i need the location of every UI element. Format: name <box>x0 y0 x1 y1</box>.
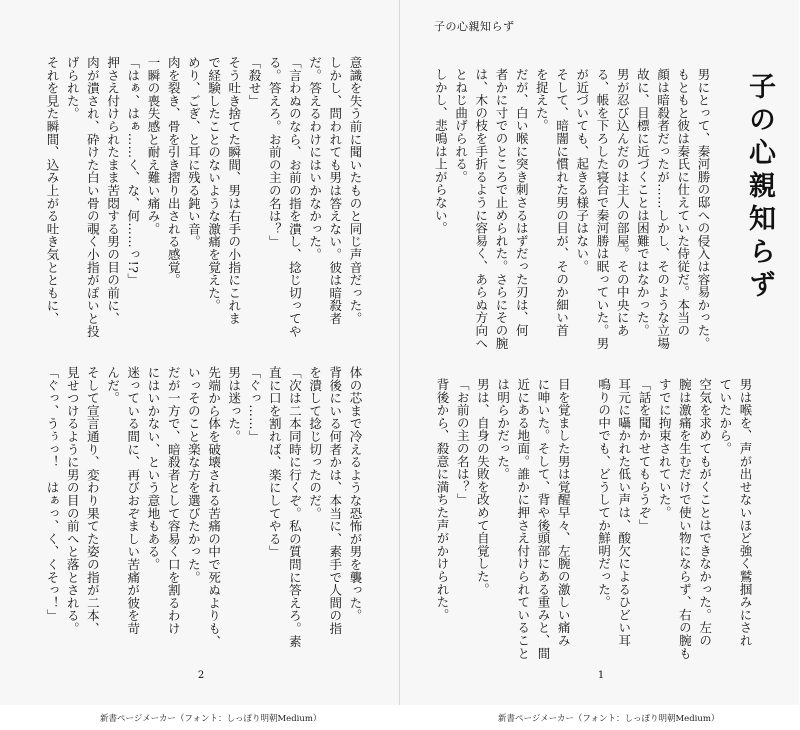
text-column: 男は喉を、声が出せないほど強く鷲掴みにされ <box>738 378 753 647</box>
text-column: は明らかだった。 <box>495 378 511 481</box>
right-page <box>400 0 799 705</box>
text-column: げられた。 <box>65 56 81 120</box>
running-header: 子の心親知らず <box>434 20 515 33</box>
text-column: 男にとって、秦河勝の邸への侵入は容易かった。 <box>696 68 711 350</box>
text-column: 鳴りの中でも、どうしてか鮮明だった。 <box>596 378 612 609</box>
text-column: 肉を裂き、骨を引き摺り出される感覚。 <box>166 56 182 287</box>
text-column: 背後から、殺意に満ちた声がかけられた。 <box>435 378 450 622</box>
text-column: にはいかない、という意地もある。 <box>146 366 161 571</box>
footer-caption-right: 新書ページメーカー（フォント：しっぽり明朝Medium） <box>498 714 720 724</box>
text-column: 迷っている間に、再びおぞましい苦痛が彼を苛 <box>125 366 141 635</box>
text-column: で経験したことのないような激痛を覚えた。 <box>206 56 222 312</box>
text-column: 顔は暗殺者だったが……しかし、そのような立場 <box>655 68 671 350</box>
text-column: 近にある地面。誰かに押さえ付けられていること <box>515 378 531 660</box>
text-column: 「次は二本同時に行くぞ。私の質問に答えろ。素 <box>287 366 303 648</box>
text-column: すでに拘束されていた。 <box>657 378 673 519</box>
text-column: もともと彼は秦氏に仕えていた侍従だ。本当の <box>675 68 691 337</box>
text-column: る。答えろ。お前の主の名は？」 <box>267 56 283 248</box>
text-column: 「はぁ、はぁ……く、な、何……っ!?」 <box>125 56 141 286</box>
text-column: が近づいても、起きる様子はない。 <box>574 68 590 273</box>
text-column: だが、白い喉に突き刺さるはずだった刃は、何 <box>514 68 530 337</box>
text-column: しかし、悲鳴は上がらない。 <box>433 68 449 235</box>
text-column: いっそのこと楽な方を選びたかった。 <box>186 366 202 584</box>
text-column: 「ぐっ、うぅっ！ はぁっ、く、くそっ！」 <box>45 366 60 622</box>
text-column: それを見た瞬間、込み上がる吐き気とともに、 <box>45 56 60 325</box>
footer-caption-left: 新書ページメーカー（フォント：しっぽり明朝Medium） <box>100 714 322 724</box>
text-column: 直に口を割れば、楽にしてやる」 <box>267 366 283 558</box>
page-number-left: 2 <box>197 670 205 681</box>
text-column: 男は迷った。 <box>226 366 242 443</box>
text-column: 者かに寸でのところで止められた。さらにその腕 <box>494 68 509 350</box>
text-column: 「言わぬのなら、お前の指を潰し、捻じ切ってや <box>287 56 303 338</box>
chapter-title: 子の心親知らず <box>744 72 775 303</box>
text-column: 先端から体を破壊される苦痛の中で死ぬよりも、 <box>206 366 222 648</box>
text-column: だが一方で、暗殺者として容易く口を割るわけ <box>166 366 182 635</box>
text-column: とねじ曲げられる。 <box>453 68 469 184</box>
text-column: 男が忍び込んだのは主人の部屋。その中央にあ <box>615 68 631 337</box>
text-column: 腕は激痛を生むだけで使い物にならず、右の腕も <box>677 378 693 660</box>
text-column: 男は、自身の失敗を改めて自覚した。 <box>475 378 491 596</box>
text-column: 体の芯まで冷えるような恐怖が男を襲った。 <box>348 366 363 622</box>
text-column: を捉えた。 <box>534 68 550 132</box>
text-column: 意識を失う前に聞いたものと同じ声音だった。 <box>348 56 363 325</box>
text-column: 「話を聞かせてもらうぞ」 <box>637 378 652 532</box>
text-column: そして、暗闇に慣れた男の目が、そのか細い首 <box>554 68 570 337</box>
text-column: 押さえ付けられたまま苦悶する男の目の前に、 <box>105 56 121 325</box>
text-column: 一瞬の喪失感と耐え難い痛み。 <box>146 56 161 236</box>
text-column: 見せつけるように男の目の前へと落とされる。 <box>65 366 81 635</box>
text-column: めり、ごぎ、と耳に残る鈍い音。 <box>186 56 202 248</box>
text-column: 背後にいる何者かは、本当に、素手で人間の指 <box>327 366 343 635</box>
text-column: 目を覚ました男は覚醒早々、左腕の激しい痛み <box>556 378 572 647</box>
left-page <box>0 0 400 705</box>
text-column: 「殺せ」 <box>247 56 262 108</box>
text-column: そう吐き捨てた瞬間、男は右手の小指にこれま <box>226 56 242 325</box>
text-column: 「お前の主の名は？」 <box>455 378 471 506</box>
text-column: しかし、問われても男は答えない。彼は暗殺者 <box>327 56 343 325</box>
text-column: んだ。 <box>105 366 121 405</box>
text-column: ていたから。 <box>717 378 733 455</box>
text-column: 故に、目標に近づくことは困難ではなかった。 <box>635 68 651 337</box>
text-column: そして宣言通り、変わり果てた姿の指が二本、 <box>85 366 101 635</box>
text-column: を潰して捻じ切ったのだ。 <box>307 366 323 520</box>
text-column: に呻いた。そして、背や後頭部にある重みと、間 <box>536 378 551 660</box>
text-column: る、帳を下ろした寝台で秦河勝は眠っていた。男 <box>595 68 610 350</box>
text-column: は、木の枝を手折るように容易く、あらぬ方向へ <box>473 68 489 350</box>
text-column: だ。答えるわけにはいかなかった。 <box>307 56 323 261</box>
text-column: 「ぐっ……」 <box>247 366 262 443</box>
text-column: 空気を求めてもがくことはできなかった。左の <box>697 378 713 647</box>
page-number-right: 1 <box>597 670 605 681</box>
text-column: 耳元に囁かれた低い声は、酸欠によるひどい耳 <box>616 378 632 647</box>
text-column: 肉が潰され、砕けた白い骨の覗く小指がぽいと投 <box>85 56 101 338</box>
